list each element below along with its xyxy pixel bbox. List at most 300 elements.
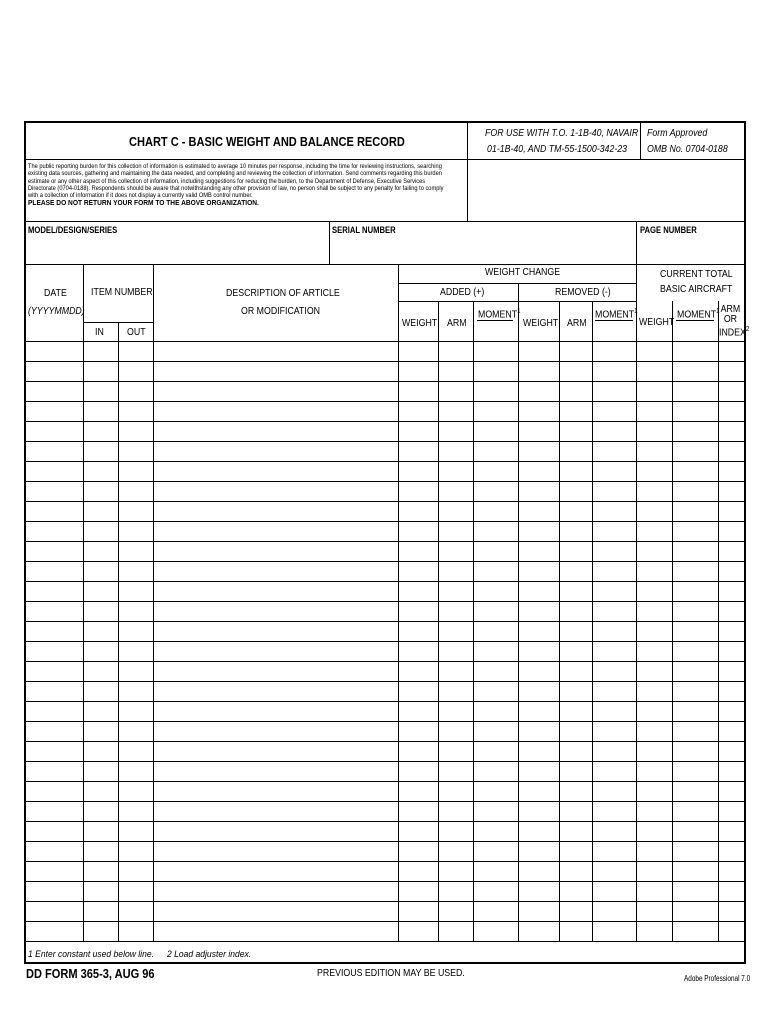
- added-arm-cell[interactable]: [438, 381, 473, 401]
- item-out-cell[interactable]: [118, 481, 153, 501]
- description-cell[interactable]: [153, 501, 398, 521]
- description-cell[interactable]: [153, 921, 398, 941]
- removed-arm-cell[interactable]: [559, 781, 592, 801]
- total-weight-cell[interactable]: [636, 661, 672, 681]
- removed-arm-cell[interactable]: [559, 741, 592, 761]
- description-cell[interactable]: [153, 721, 398, 741]
- date-cell[interactable]: [26, 541, 83, 561]
- added-arm-cell[interactable]: [438, 661, 473, 681]
- added-weight-cell[interactable]: [398, 901, 438, 921]
- removed-weight-cell[interactable]: [518, 521, 559, 541]
- item-in-cell[interactable]: [83, 801, 118, 821]
- total-moment-cell[interactable]: [672, 721, 718, 741]
- total-weight-cell[interactable]: [636, 881, 672, 901]
- total-arm-index-cell[interactable]: [718, 681, 744, 701]
- added-moment-cell[interactable]: [473, 661, 518, 681]
- total-arm-index-cell[interactable]: [718, 741, 744, 761]
- date-cell[interactable]: [26, 501, 83, 521]
- total-weight-cell[interactable]: [636, 361, 672, 381]
- removed-arm-cell[interactable]: [559, 701, 592, 721]
- total-weight-cell[interactable]: [636, 401, 672, 421]
- date-cell[interactable]: [26, 561, 83, 581]
- item-in-cell[interactable]: [83, 621, 118, 641]
- removed-weight-cell[interactable]: [518, 861, 559, 881]
- added-weight-cell[interactable]: [398, 341, 438, 361]
- removed-arm-cell[interactable]: [559, 361, 592, 381]
- description-cell[interactable]: [153, 341, 398, 361]
- description-cell[interactable]: [153, 881, 398, 901]
- total-weight-cell[interactable]: [636, 481, 672, 501]
- total-moment-cell[interactable]: [672, 641, 718, 661]
- total-weight-cell[interactable]: [636, 501, 672, 521]
- added-moment-cell[interactable]: [473, 881, 518, 901]
- added-arm-cell[interactable]: [438, 421, 473, 441]
- item-out-cell[interactable]: [118, 641, 153, 661]
- added-moment-cell[interactable]: [473, 541, 518, 561]
- added-moment-cell[interactable]: [473, 441, 518, 461]
- added-weight-cell[interactable]: [398, 501, 438, 521]
- total-moment-cell[interactable]: [672, 781, 718, 801]
- item-out-cell[interactable]: [118, 821, 153, 841]
- added-weight-cell[interactable]: [398, 641, 438, 661]
- description-cell[interactable]: [153, 581, 398, 601]
- total-moment-cell[interactable]: [672, 741, 718, 761]
- total-arm-index-cell[interactable]: [718, 621, 744, 641]
- added-moment-cell[interactable]: [473, 861, 518, 881]
- description-cell[interactable]: [153, 481, 398, 501]
- removed-weight-cell[interactable]: [518, 821, 559, 841]
- total-moment-cell[interactable]: [672, 601, 718, 621]
- total-arm-index-cell[interactable]: [718, 761, 744, 781]
- description-cell[interactable]: [153, 401, 398, 421]
- removed-weight-cell[interactable]: [518, 761, 559, 781]
- added-moment-cell[interactable]: [473, 621, 518, 641]
- item-in-cell[interactable]: [83, 561, 118, 581]
- removed-moment-cell[interactable]: [592, 501, 636, 521]
- item-out-cell[interactable]: [118, 841, 153, 861]
- added-moment-cell[interactable]: [473, 701, 518, 721]
- total-weight-cell[interactable]: [636, 441, 672, 461]
- item-out-cell[interactable]: [118, 621, 153, 641]
- removed-arm-cell[interactable]: [559, 581, 592, 601]
- removed-moment-cell[interactable]: [592, 641, 636, 661]
- added-arm-cell[interactable]: [438, 721, 473, 741]
- total-weight-cell[interactable]: [636, 581, 672, 601]
- item-in-cell[interactable]: [83, 461, 118, 481]
- added-moment-cell[interactable]: [473, 641, 518, 661]
- removed-arm-cell[interactable]: [559, 641, 592, 661]
- total-weight-cell[interactable]: [636, 841, 672, 861]
- total-arm-index-cell[interactable]: [718, 641, 744, 661]
- total-arm-index-cell[interactable]: [718, 821, 744, 841]
- removed-weight-cell[interactable]: [518, 561, 559, 581]
- added-weight-cell[interactable]: [398, 561, 438, 581]
- total-arm-index-cell[interactable]: [718, 501, 744, 521]
- removed-arm-cell[interactable]: [559, 441, 592, 461]
- removed-arm-cell[interactable]: [559, 881, 592, 901]
- total-moment-cell[interactable]: [672, 461, 718, 481]
- date-cell[interactable]: [26, 861, 83, 881]
- removed-moment-cell[interactable]: [592, 921, 636, 941]
- description-cell[interactable]: [153, 801, 398, 821]
- date-cell[interactable]: [26, 881, 83, 901]
- date-cell[interactable]: [26, 521, 83, 541]
- item-out-cell[interactable]: [118, 441, 153, 461]
- removed-weight-cell[interactable]: [518, 381, 559, 401]
- description-cell[interactable]: [153, 621, 398, 641]
- total-arm-index-cell[interactable]: [718, 341, 744, 361]
- removed-weight-cell[interactable]: [518, 661, 559, 681]
- date-cell[interactable]: [26, 381, 83, 401]
- removed-weight-cell[interactable]: [518, 641, 559, 661]
- description-cell[interactable]: [153, 741, 398, 761]
- item-out-cell[interactable]: [118, 401, 153, 421]
- removed-weight-cell[interactable]: [518, 601, 559, 621]
- total-weight-cell[interactable]: [636, 901, 672, 921]
- total-moment-cell[interactable]: [672, 421, 718, 441]
- removed-weight-cell[interactable]: [518, 461, 559, 481]
- item-in-cell[interactable]: [83, 781, 118, 801]
- removed-weight-cell[interactable]: [518, 341, 559, 361]
- total-moment-cell[interactable]: [672, 921, 718, 941]
- date-cell[interactable]: [26, 481, 83, 501]
- removed-moment-cell[interactable]: [592, 701, 636, 721]
- added-moment-cell[interactable]: [473, 361, 518, 381]
- total-arm-index-cell[interactable]: [718, 721, 744, 741]
- added-arm-cell[interactable]: [438, 781, 473, 801]
- description-cell[interactable]: [153, 861, 398, 881]
- description-cell[interactable]: [153, 641, 398, 661]
- total-moment-cell[interactable]: [672, 521, 718, 541]
- item-in-cell[interactable]: [83, 921, 118, 941]
- added-moment-cell[interactable]: [473, 801, 518, 821]
- date-cell[interactable]: [26, 661, 83, 681]
- total-moment-cell[interactable]: [672, 541, 718, 561]
- added-moment-cell[interactable]: [473, 381, 518, 401]
- added-moment-cell[interactable]: [473, 461, 518, 481]
- added-weight-cell[interactable]: [398, 481, 438, 501]
- item-in-cell[interactable]: [83, 641, 118, 661]
- removed-moment-cell[interactable]: [592, 901, 636, 921]
- removed-moment-cell[interactable]: [592, 821, 636, 841]
- total-moment-cell[interactable]: [672, 501, 718, 521]
- date-cell[interactable]: [26, 581, 83, 601]
- added-weight-cell[interactable]: [398, 521, 438, 541]
- added-weight-cell[interactable]: [398, 741, 438, 761]
- removed-moment-cell[interactable]: [592, 741, 636, 761]
- total-arm-index-cell[interactable]: [718, 541, 744, 561]
- added-weight-cell[interactable]: [398, 581, 438, 601]
- added-weight-cell[interactable]: [398, 801, 438, 821]
- total-weight-cell[interactable]: [636, 621, 672, 641]
- item-in-cell[interactable]: [83, 481, 118, 501]
- removed-arm-cell[interactable]: [559, 861, 592, 881]
- added-weight-cell[interactable]: [398, 661, 438, 681]
- removed-moment-cell[interactable]: [592, 461, 636, 481]
- description-cell[interactable]: [153, 541, 398, 561]
- added-weight-cell[interactable]: [398, 601, 438, 621]
- added-moment-cell[interactable]: [473, 421, 518, 441]
- total-arm-index-cell[interactable]: [718, 801, 744, 821]
- description-cell[interactable]: [153, 381, 398, 401]
- item-out-cell[interactable]: [118, 581, 153, 601]
- description-cell[interactable]: [153, 361, 398, 381]
- added-arm-cell[interactable]: [438, 521, 473, 541]
- item-in-cell[interactable]: [83, 581, 118, 601]
- date-cell[interactable]: [26, 701, 83, 721]
- total-arm-index-cell[interactable]: [718, 881, 744, 901]
- total-arm-index-cell[interactable]: [718, 361, 744, 381]
- removed-weight-cell[interactable]: [518, 681, 559, 701]
- item-in-cell[interactable]: [83, 881, 118, 901]
- date-cell[interactable]: [26, 601, 83, 621]
- removed-moment-cell[interactable]: [592, 421, 636, 441]
- removed-weight-cell[interactable]: [518, 361, 559, 381]
- item-out-cell[interactable]: [118, 801, 153, 821]
- removed-weight-cell[interactable]: [518, 781, 559, 801]
- item-in-cell[interactable]: [83, 441, 118, 461]
- date-cell[interactable]: [26, 721, 83, 741]
- description-cell[interactable]: [153, 681, 398, 701]
- date-cell[interactable]: [26, 441, 83, 461]
- added-weight-cell[interactable]: [398, 761, 438, 781]
- total-arm-index-cell[interactable]: [718, 561, 744, 581]
- removed-weight-cell[interactable]: [518, 701, 559, 721]
- item-in-cell[interactable]: [83, 381, 118, 401]
- removed-moment-cell[interactable]: [592, 801, 636, 821]
- item-in-cell[interactable]: [83, 361, 118, 381]
- total-moment-cell[interactable]: [672, 901, 718, 921]
- item-out-cell[interactable]: [118, 601, 153, 621]
- removed-arm-cell[interactable]: [559, 681, 592, 701]
- removed-arm-cell[interactable]: [559, 841, 592, 861]
- date-cell[interactable]: [26, 401, 83, 421]
- added-arm-cell[interactable]: [438, 901, 473, 921]
- added-arm-cell[interactable]: [438, 921, 473, 941]
- description-cell[interactable]: [153, 901, 398, 921]
- date-cell[interactable]: [26, 781, 83, 801]
- item-out-cell[interactable]: [118, 921, 153, 941]
- removed-arm-cell[interactable]: [559, 501, 592, 521]
- removed-moment-cell[interactable]: [592, 401, 636, 421]
- item-out-cell[interactable]: [118, 681, 153, 701]
- added-weight-cell[interactable]: [398, 781, 438, 801]
- removed-arm-cell[interactable]: [559, 621, 592, 641]
- added-arm-cell[interactable]: [438, 681, 473, 701]
- added-arm-cell[interactable]: [438, 821, 473, 841]
- total-moment-cell[interactable]: [672, 581, 718, 601]
- added-weight-cell[interactable]: [398, 461, 438, 481]
- item-in-cell[interactable]: [83, 341, 118, 361]
- added-weight-cell[interactable]: [398, 541, 438, 561]
- added-moment-cell[interactable]: [473, 901, 518, 921]
- total-moment-cell[interactable]: [672, 441, 718, 461]
- item-out-cell[interactable]: [118, 881, 153, 901]
- removed-moment-cell[interactable]: [592, 481, 636, 501]
- total-arm-index-cell[interactable]: [718, 901, 744, 921]
- removed-moment-cell[interactable]: [592, 661, 636, 681]
- total-weight-cell[interactable]: [636, 721, 672, 741]
- added-moment-cell[interactable]: [473, 681, 518, 701]
- total-weight-cell[interactable]: [636, 521, 672, 541]
- added-arm-cell[interactable]: [438, 461, 473, 481]
- item-out-cell[interactable]: [118, 901, 153, 921]
- item-out-cell[interactable]: [118, 661, 153, 681]
- item-out-cell[interactable]: [118, 501, 153, 521]
- added-arm-cell[interactable]: [438, 881, 473, 901]
- added-arm-cell[interactable]: [438, 361, 473, 381]
- removed-moment-cell[interactable]: [592, 521, 636, 541]
- added-arm-cell[interactable]: [438, 581, 473, 601]
- added-moment-cell[interactable]: [473, 561, 518, 581]
- total-weight-cell[interactable]: [636, 341, 672, 361]
- added-arm-cell[interactable]: [438, 701, 473, 721]
- removed-arm-cell[interactable]: [559, 801, 592, 821]
- removed-arm-cell[interactable]: [559, 541, 592, 561]
- item-in-cell[interactable]: [83, 901, 118, 921]
- total-moment-cell[interactable]: [672, 801, 718, 821]
- total-moment-cell[interactable]: [672, 481, 718, 501]
- total-arm-index-cell[interactable]: [718, 841, 744, 861]
- total-moment-cell[interactable]: [672, 621, 718, 641]
- removed-weight-cell[interactable]: [518, 441, 559, 461]
- date-cell[interactable]: [26, 741, 83, 761]
- total-arm-index-cell[interactable]: [718, 581, 744, 601]
- added-weight-cell[interactable]: [398, 881, 438, 901]
- added-weight-cell[interactable]: [398, 861, 438, 881]
- removed-moment-cell[interactable]: [592, 561, 636, 581]
- date-cell[interactable]: [26, 901, 83, 921]
- added-moment-cell[interactable]: [473, 401, 518, 421]
- removed-moment-cell[interactable]: [592, 601, 636, 621]
- total-moment-cell[interactable]: [672, 761, 718, 781]
- total-weight-cell[interactable]: [636, 561, 672, 581]
- date-cell[interactable]: [26, 801, 83, 821]
- added-moment-cell[interactable]: [473, 341, 518, 361]
- item-in-cell[interactable]: [83, 541, 118, 561]
- total-arm-index-cell[interactable]: [718, 861, 744, 881]
- removed-arm-cell[interactable]: [559, 721, 592, 741]
- total-arm-index-cell[interactable]: [718, 921, 744, 941]
- total-moment-cell[interactable]: [672, 881, 718, 901]
- description-cell[interactable]: [153, 561, 398, 581]
- added-moment-cell[interactable]: [473, 501, 518, 521]
- total-weight-cell[interactable]: [636, 761, 672, 781]
- removed-arm-cell[interactable]: [559, 461, 592, 481]
- added-moment-cell[interactable]: [473, 481, 518, 501]
- removed-arm-cell[interactable]: [559, 381, 592, 401]
- item-in-cell[interactable]: [83, 741, 118, 761]
- item-out-cell[interactable]: [118, 761, 153, 781]
- removed-weight-cell[interactable]: [518, 801, 559, 821]
- removed-moment-cell[interactable]: [592, 361, 636, 381]
- removed-arm-cell[interactable]: [559, 921, 592, 941]
- total-weight-cell[interactable]: [636, 781, 672, 801]
- item-out-cell[interactable]: [118, 341, 153, 361]
- total-weight-cell[interactable]: [636, 541, 672, 561]
- added-moment-cell[interactable]: [473, 741, 518, 761]
- removed-weight-cell[interactable]: [518, 621, 559, 641]
- added-arm-cell[interactable]: [438, 341, 473, 361]
- description-cell[interactable]: [153, 441, 398, 461]
- removed-arm-cell[interactable]: [559, 481, 592, 501]
- added-arm-cell[interactable]: [438, 621, 473, 641]
- added-moment-cell[interactable]: [473, 821, 518, 841]
- date-cell[interactable]: [26, 621, 83, 641]
- removed-weight-cell[interactable]: [518, 881, 559, 901]
- date-cell[interactable]: [26, 461, 83, 481]
- item-in-cell[interactable]: [83, 721, 118, 741]
- added-weight-cell[interactable]: [398, 361, 438, 381]
- item-in-cell[interactable]: [83, 821, 118, 841]
- added-weight-cell[interactable]: [398, 921, 438, 941]
- added-arm-cell[interactable]: [438, 441, 473, 461]
- total-moment-cell[interactable]: [672, 381, 718, 401]
- added-arm-cell[interactable]: [438, 641, 473, 661]
- removed-moment-cell[interactable]: [592, 761, 636, 781]
- item-in-cell[interactable]: [83, 761, 118, 781]
- total-weight-cell[interactable]: [636, 461, 672, 481]
- total-moment-cell[interactable]: [672, 401, 718, 421]
- description-cell[interactable]: [153, 521, 398, 541]
- added-moment-cell[interactable]: [473, 841, 518, 861]
- removed-weight-cell[interactable]: [518, 421, 559, 441]
- item-out-cell[interactable]: [118, 781, 153, 801]
- item-in-cell[interactable]: [83, 661, 118, 681]
- removed-arm-cell[interactable]: [559, 761, 592, 781]
- removed-arm-cell[interactable]: [559, 901, 592, 921]
- description-cell[interactable]: [153, 601, 398, 621]
- removed-moment-cell[interactable]: [592, 881, 636, 901]
- total-weight-cell[interactable]: [636, 601, 672, 621]
- total-moment-cell[interactable]: [672, 821, 718, 841]
- total-moment-cell[interactable]: [672, 841, 718, 861]
- added-moment-cell[interactable]: [473, 521, 518, 541]
- total-moment-cell[interactable]: [672, 561, 718, 581]
- removed-moment-cell[interactable]: [592, 781, 636, 801]
- added-moment-cell[interactable]: [473, 761, 518, 781]
- total-moment-cell[interactable]: [672, 661, 718, 681]
- added-weight-cell[interactable]: [398, 401, 438, 421]
- removed-weight-cell[interactable]: [518, 921, 559, 941]
- removed-moment-cell[interactable]: [592, 841, 636, 861]
- removed-arm-cell[interactable]: [559, 561, 592, 581]
- date-cell[interactable]: [26, 361, 83, 381]
- item-out-cell[interactable]: [118, 741, 153, 761]
- added-weight-cell[interactable]: [398, 701, 438, 721]
- added-arm-cell[interactable]: [438, 741, 473, 761]
- added-weight-cell[interactable]: [398, 681, 438, 701]
- total-moment-cell[interactable]: [672, 361, 718, 381]
- added-weight-cell[interactable]: [398, 821, 438, 841]
- removed-weight-cell[interactable]: [518, 901, 559, 921]
- removed-arm-cell[interactable]: [559, 601, 592, 621]
- added-moment-cell[interactable]: [473, 921, 518, 941]
- description-cell[interactable]: [153, 821, 398, 841]
- added-arm-cell[interactable]: [438, 481, 473, 501]
- total-arm-index-cell[interactable]: [718, 521, 744, 541]
- item-out-cell[interactable]: [118, 521, 153, 541]
- removed-arm-cell[interactable]: [559, 421, 592, 441]
- item-out-cell[interactable]: [118, 461, 153, 481]
- total-moment-cell[interactable]: [672, 861, 718, 881]
- total-arm-index-cell[interactable]: [718, 421, 744, 441]
- removed-weight-cell[interactable]: [518, 581, 559, 601]
- description-cell[interactable]: [153, 841, 398, 861]
- added-arm-cell[interactable]: [438, 861, 473, 881]
- removed-moment-cell[interactable]: [592, 721, 636, 741]
- date-cell[interactable]: [26, 641, 83, 661]
